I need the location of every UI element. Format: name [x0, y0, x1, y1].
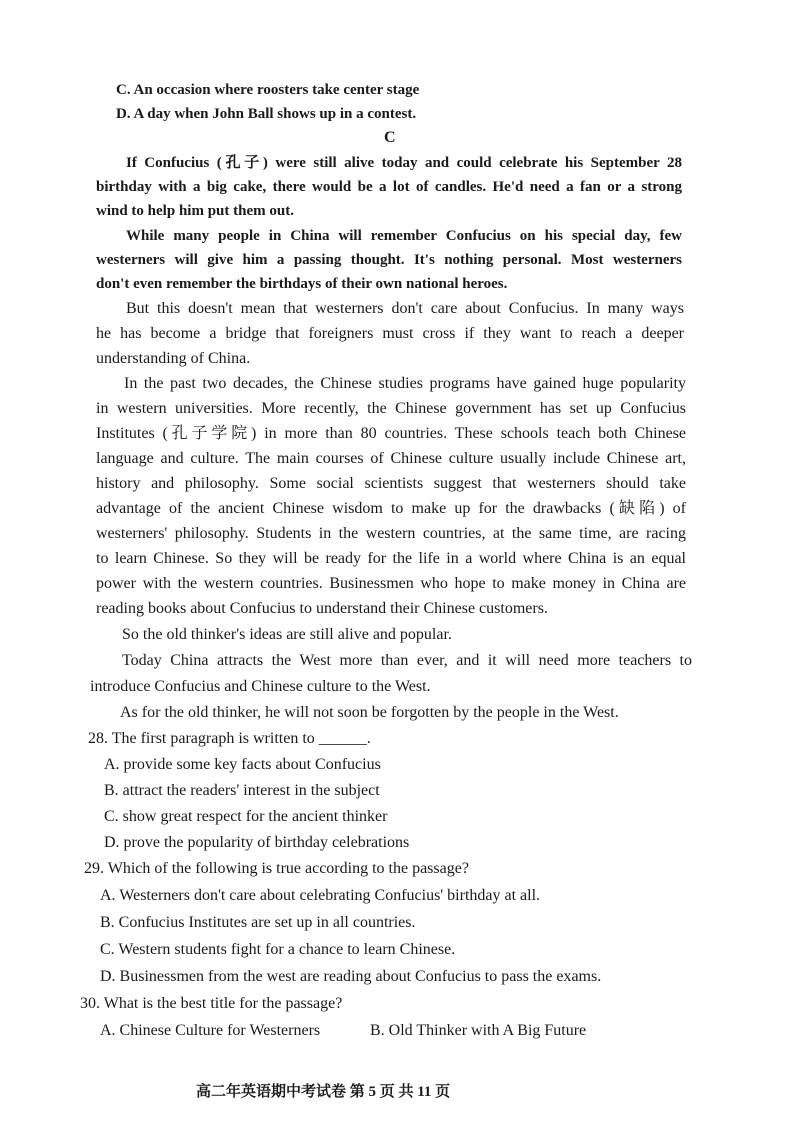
- passage-p2-line-3: don't even remember the birthdays of their own national heroes.: [96, 276, 508, 292]
- question-29-option-d[interactable]: D. Businessmen from the west are reading about Confucius to pass the exams.: [100, 968, 602, 985]
- question-28-option-b[interactable]: B. attract the readers' interest in the subject: [104, 782, 380, 799]
- passage-p4-line-1: In the past two decades, the Chinese studies programs have gained huge popularity: [124, 375, 686, 392]
- question-29-stem: 29. Which of the following is true according to the passage?: [84, 860, 469, 877]
- passage-p4-line-10: reading books about Confucius to understand their Chinese customers.: [96, 600, 548, 617]
- passage-p4-line-3: Institutes (孔子学院) in more than 80 countries. These schools teach both Chinese: [96, 425, 686, 442]
- question-30-option-a[interactable]: A. Chinese Culture for Westerners: [100, 1022, 321, 1039]
- page-footer: 高二年英语期中考试卷 第 5 页 共 11 页: [196, 1084, 451, 1100]
- prev-option-c: C. An occasion where roosters take center stage: [116, 82, 420, 98]
- passage-p5: So the old thinker's ideas are still alive and popular.: [122, 626, 452, 643]
- prev-option-d: D. A day when John Ball shows up in a contest.: [116, 106, 417, 122]
- passage-p2-line-2: westerners will give him a passing thought. It's nothing personal. Most westerners: [96, 252, 682, 268]
- passage-p1-line-3: wind to help him put them out.: [96, 203, 294, 219]
- passage-p6-line-1: Today China attracts the West more than ever, and it will need more teachers to: [122, 652, 692, 669]
- question-29-option-c[interactable]: C. Western students fight for a chance to learn Chinese.: [100, 941, 456, 958]
- passage-p6-line-2: introduce Confucius and Chinese culture to the West.: [90, 678, 431, 695]
- passage-p2-line-1: While many people in China will remember Confucius on his special day, few: [126, 228, 682, 244]
- passage-p4-line-7: westerners' philosophy. Students in the western countries, at the same time, are racing: [96, 525, 686, 542]
- question-29-option-a[interactable]: A. Westerners don't care about celebrating Confucius' birthday at all.: [100, 887, 541, 904]
- passage-p4-line-5: history and philosophy. Some social scientists suggest that westerners should take: [96, 475, 686, 492]
- question-28-option-a[interactable]: A. provide some key facts about Confucius: [104, 756, 381, 773]
- passage-p4-line-9: power with the western countries. Businessmen who hope to make money in China are: [96, 575, 686, 592]
- passage-p4-line-2: in western universities. More recently, the Chinese government has set up Confucius: [96, 400, 686, 417]
- passage-p3-line-1: But this doesn't mean that westerners don't care about Confucius. In many ways: [126, 300, 684, 317]
- question-29-option-b[interactable]: B. Confucius Institutes are set up in all countries.: [100, 914, 416, 931]
- question-28-option-c[interactable]: C. show great respect for the ancient thinker: [104, 808, 388, 825]
- question-30-stem: 30. What is the best title for the passage?: [80, 995, 343, 1012]
- question-28-option-d[interactable]: D. prove the popularity of birthday celebrations: [104, 834, 410, 851]
- section-heading: C: [384, 129, 396, 146]
- passage-p1-line-2: birthday with a big cake, there would be a lot of candles. He'd need a fan or a strong: [96, 179, 682, 195]
- question-30-option-b[interactable]: B. Old Thinker with A Big Future: [370, 1022, 587, 1039]
- passage-p7: As for the old thinker, he will not soon be forgotten by the people in the West.: [120, 704, 619, 721]
- passage-p4-line-6: advantage of the ancient Chinese wisdom to make up for the drawbacks (缺陷) of: [96, 500, 686, 517]
- passage-p3-line-2: he has become a bridge that foreigners must cross if they want to reach a deeper: [96, 325, 684, 342]
- passage-p1-line-1: If Confucius (孔子) were still alive today and could celebrate his September 28: [126, 155, 682, 171]
- passage-p3-line-3: understanding of China.: [96, 350, 251, 367]
- passage-p4-line-8: to learn Chinese. So they will be ready for the life in a world where China is an equal: [96, 550, 686, 567]
- question-28-stem: 28. The first paragraph is written to ______.: [88, 730, 371, 747]
- passage-p4-line-4: language and culture. The main courses of Chinese culture usually include Chinese art,: [96, 450, 686, 467]
